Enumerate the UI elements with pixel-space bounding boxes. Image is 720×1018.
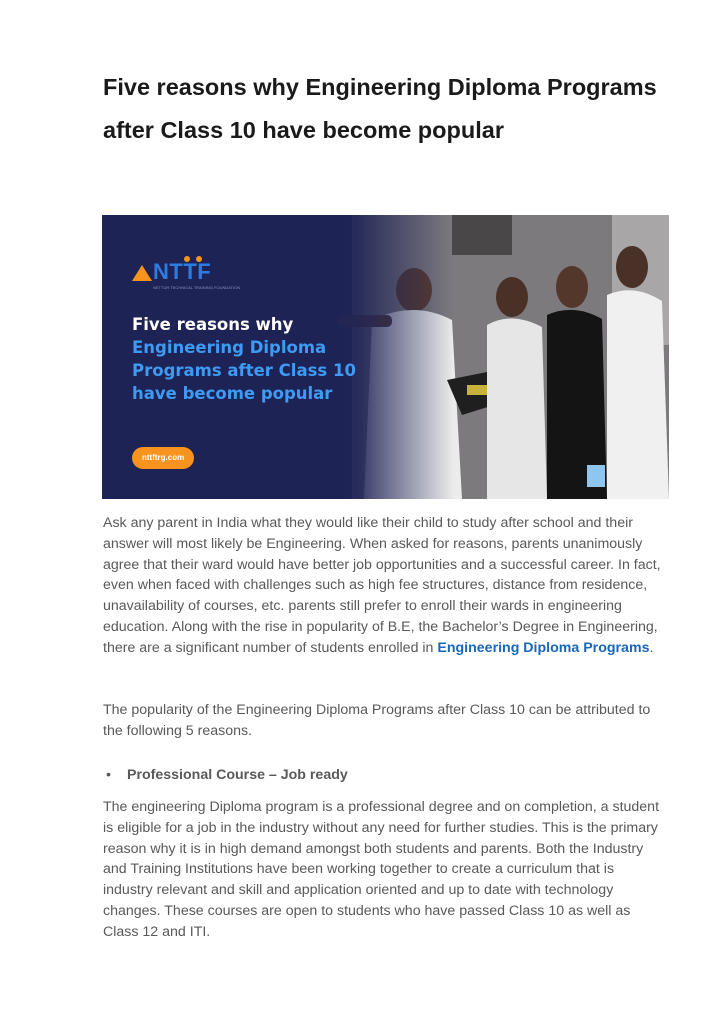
- reasons-intro-paragraph: The popularity of the Engineering Diploma Programs after Class 10 can be attributed to the following 5 reasons.: [103, 702, 651, 739]
- hero-heading-line-4: have become popular: [132, 384, 333, 403]
- logo-triangle-icon: [132, 265, 152, 281]
- bullet-1-paragraph: The engineering Diploma program is a professional degree and on completion, a student is eligible for a job in the industry without any need for further studies. This is the primary reason why it is in high demand amongst both students and parents. Both the Industry and Training Institutions have been working together to create a curriculum that is industry relevant and skill and application oriented and up to date with technology changes. These courses are open to students who have passed Class 10 as well as Class 12 and ITI.: [103, 799, 660, 940]
- bullet-dot-icon: •: [106, 767, 111, 783]
- engineering-diploma-programs-link[interactable]: Engineering Diploma Programs: [437, 639, 650, 656]
- article-title: Five reasons why Engineering Diploma Programs after Class 10 have become popular: [103, 74, 657, 143]
- intro-text: Ask any parent in India what they would like their child to study after school and their answer will most likely be Engineering. When asked for reasons, parents unanimously agree that their ward would have better job opportunities and a successful career. In fact, even when faced with challenges such as high fee structures, distance from residence, unavailability of courses, etc. parents still prefer to enroll their wards in engineering education. Along with the rise in popularity of B.E, the Bachelor’s Degree in Engineering, there are a significant number of students enrolled in: [103, 515, 661, 656]
- logo-text: NTTF: [153, 259, 212, 284]
- intro-paragraph: [103, 513, 663, 659]
- hero-heading-line-3: Programs after Class 10: [132, 361, 356, 380]
- hero-banner: [102, 215, 669, 499]
- logo-tagline: NETTUR TECHNICAL TRAINING FOUNDATION: [153, 285, 241, 290]
- bullet-item-1: [106, 765, 647, 785]
- intro-end: .: [649, 639, 654, 656]
- hero-url-pill: nttftrg.com: [132, 447, 194, 469]
- bullet-1-label: Professional Course – Job ready: [127, 767, 348, 783]
- nttf-logo: [132, 247, 242, 290]
- hero-heading-line-1: Five reasons why: [132, 315, 294, 334]
- hero-heading: [132, 313, 372, 405]
- hero-heading-line-2: Engineering Diploma: [132, 338, 327, 357]
